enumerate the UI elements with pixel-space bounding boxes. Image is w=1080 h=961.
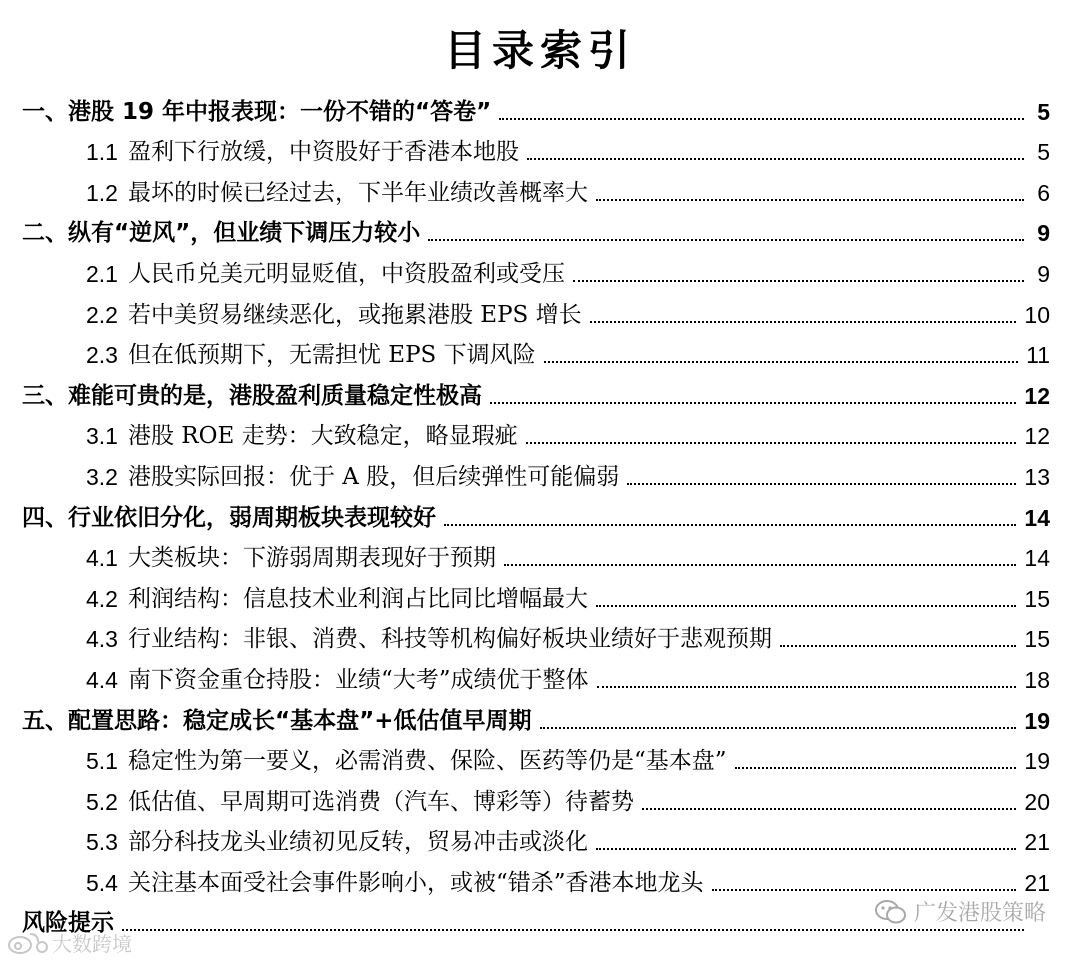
toc-page-number: 15 — [1024, 585, 1050, 612]
toc-subsection[interactable] — [22, 533, 1050, 574]
dot-leader — [527, 158, 1024, 160]
toc-entry-label: 最坏的时候已经过去，下半年业绩改善概率大 — [127, 179, 588, 206]
toc-page-number: 6 — [1037, 179, 1050, 206]
toc-page-number: 21 — [1024, 829, 1050, 856]
toc-entry-number: 5.4 — [86, 869, 118, 896]
dot-leader — [590, 321, 1017, 323]
toc-page-number: 5 — [1037, 139, 1050, 166]
toc-entry-number: 1.2 — [86, 179, 118, 206]
toc-entry-label: 港股 ROE 走势：大致稳定，略显瑕疵 — [127, 423, 518, 450]
toc-subsection[interactable] — [22, 776, 1050, 817]
weibo-icon — [6, 930, 48, 956]
toc-section[interactable] — [22, 695, 1050, 736]
toc-entry-number: 2.3 — [86, 342, 118, 369]
toc-page-number: 12 — [1024, 423, 1050, 450]
toc-entry-number: 3.1 — [86, 423, 118, 450]
dot-leader — [596, 605, 1016, 607]
toc-entry-label: 大类板块：下游弱周期表现好于预期 — [127, 545, 496, 572]
dot-leader — [573, 280, 1024, 282]
toc-page-number: 21 — [1024, 869, 1050, 896]
dot-leader — [526, 442, 1017, 444]
dot-leader — [499, 118, 1024, 120]
toc-entry-number: 5.1 — [86, 748, 118, 775]
toc-subsection[interactable] — [22, 167, 1050, 208]
toc-section[interactable] — [22, 86, 1050, 127]
toc-entry-label: 低估值、早周期可选消费（汽车、博彩等）待蓄势 — [127, 788, 634, 815]
toc-page-number: 19 — [1024, 748, 1050, 775]
toc-entry-number: 4.2 — [86, 585, 118, 612]
watermark-right — [874, 896, 1046, 927]
toc-subsection[interactable] — [22, 736, 1050, 777]
toc-page-number: 18 — [1024, 666, 1050, 693]
toc-entry-number: 4.4 — [86, 666, 118, 693]
toc-page-number: 14 — [1024, 545, 1050, 572]
dot-leader — [596, 199, 1024, 201]
toc-entry-number: 2.1 — [86, 260, 118, 287]
toc-page-number: 13 — [1024, 463, 1050, 490]
toc-entry-label: 二、纵有“逆风”，但业绩下调压力较小 — [22, 220, 421, 247]
toc-entry-label: 盈利下行放缓，中资股好于香港本地股 — [127, 139, 519, 166]
dot-leader — [122, 929, 1024, 931]
toc-entry-label: 若中美贸易继续恶化，或拖累港股 EPS 增长 — [127, 301, 582, 328]
toc-entry-label: 利润结构：信息技术业利润占比同比增幅最大 — [127, 585, 588, 612]
toc-subsection[interactable] — [22, 127, 1050, 168]
toc-entry-label: 港股实际回报：优于 A 股，但后续弹性可能偏弱 — [127, 463, 620, 490]
toc-title: 目录索引 — [443, 26, 636, 75]
toc-entry-label: 南下资金重仓持股：业绩“大考”成绩优于整体 — [127, 666, 589, 693]
dot-leader — [780, 645, 1016, 647]
toc-entry-label: 四、行业依旧分化，弱周期板块表现较好 — [22, 504, 436, 531]
dot-leader — [504, 564, 1016, 566]
toc-page-number: 19 — [1024, 707, 1050, 734]
toc-page-number: 12 — [1024, 382, 1050, 409]
toc-subsection[interactable] — [22, 857, 1050, 898]
dot-leader — [540, 727, 1017, 729]
toc-subsection[interactable] — [22, 817, 1050, 858]
wechat-icon — [874, 898, 908, 926]
toc-entry-label: 一、港股 19 年中报表现：一份不错的“答卷” — [22, 98, 492, 125]
dot-leader — [544, 361, 1018, 363]
toc-subsection[interactable] — [22, 573, 1050, 614]
toc-subsection[interactable] — [22, 330, 1050, 371]
toc-subsection[interactable] — [22, 451, 1050, 492]
toc-subsection[interactable] — [22, 411, 1050, 452]
dot-leader — [596, 848, 1016, 850]
dot-leader — [428, 239, 1024, 241]
toc-entry-number: 3.2 — [86, 463, 118, 490]
toc-page-number: 10 — [1024, 301, 1050, 328]
dot-leader — [642, 808, 1016, 810]
toc-entry-label: 人民币兑美元明显贬值，中资股盈利或受压 — [127, 260, 565, 287]
toc-entry-label: 五、配置思路：稳定成长“基本盘”+低估值早周期 — [22, 707, 532, 734]
toc-page-number: 20 — [1024, 788, 1050, 815]
table-of-contents — [22, 86, 1050, 938]
dot-leader — [597, 686, 1017, 688]
toc-entry-label: 部分科技龙头业绩初见反转，贸易冲击或淡化 — [127, 829, 588, 856]
toc-entry-label: 行业结构：非银、消费、科技等机构偏好板块业绩好于悲观预期 — [127, 626, 772, 653]
toc-entry-label: 三、难能可贵的是，港股盈利质量稳定性极高 — [22, 382, 482, 409]
toc-entry-number: 5.3 — [86, 829, 118, 856]
toc-entry-number: 2.2 — [86, 301, 118, 328]
toc-page-number: 11 — [1026, 342, 1050, 369]
toc-subsection[interactable] — [22, 248, 1050, 289]
watermark-left — [6, 928, 132, 957]
dot-leader — [735, 767, 1017, 769]
dot-leader — [490, 402, 1016, 404]
dot-leader — [712, 889, 1017, 891]
toc-entry-label: 稳定性为第一要义，必需消费、保险、医药等仍是“基本盘” — [127, 748, 727, 775]
toc-subsection[interactable] — [22, 289, 1050, 330]
toc-section[interactable] — [22, 370, 1050, 411]
toc-entry-label: 风险提示 — [22, 910, 114, 937]
toc-page-number: 15 — [1024, 626, 1050, 653]
toc-page-number: 9 — [1037, 220, 1050, 247]
dot-leader — [444, 524, 1016, 526]
watermark-right-text: 广发港股策略 — [913, 901, 1046, 926]
toc-entry-number: 4.1 — [86, 545, 118, 572]
toc-entry-number: 1.1 — [86, 139, 118, 166]
watermark-left-text: 大数跨境 — [52, 932, 132, 956]
dot-leader — [627, 483, 1016, 485]
toc-page-number: 14 — [1024, 504, 1050, 531]
toc-entry-label: 但在低预期下，无需担忧 EPS 下调风险 — [127, 342, 536, 369]
toc-page-number: 9 — [1037, 260, 1050, 287]
toc-section[interactable] — [22, 208, 1050, 249]
toc-entry-number: 4.3 — [86, 626, 118, 653]
toc-section[interactable] — [22, 492, 1050, 533]
toc-page-number: 5 — [1037, 98, 1050, 125]
toc-subsection[interactable] — [22, 654, 1050, 695]
toc-entry-label: 关注基本面受社会事件影响小，或被“错杀”香港本地龙头 — [127, 869, 704, 896]
toc-entry-number: 5.2 — [86, 788, 118, 815]
toc-subsection[interactable] — [22, 614, 1050, 655]
